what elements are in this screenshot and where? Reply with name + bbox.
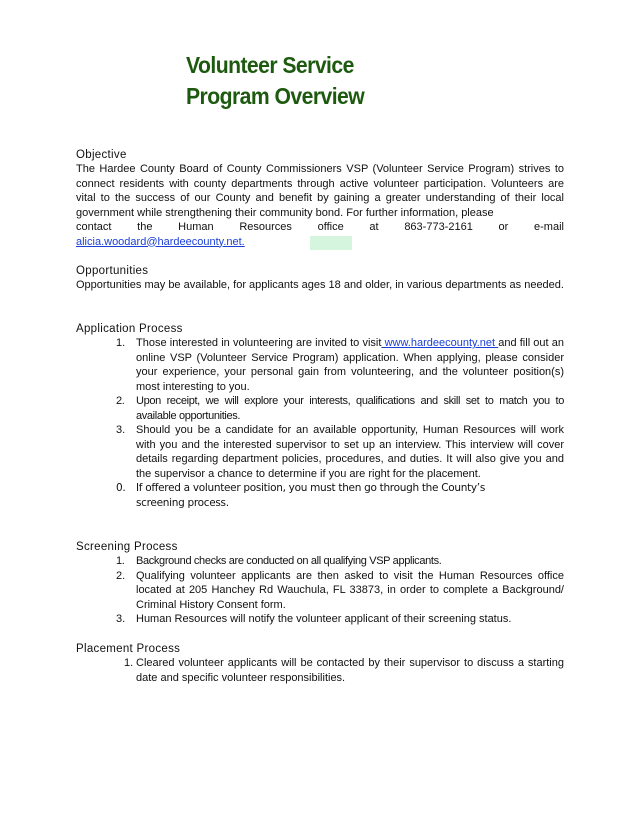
list-number: 3.: [116, 424, 126, 436]
list-text: Background checks are conducted on all qualifying VSP applicants.: [136, 555, 442, 567]
list-item: [76, 481, 564, 510]
list-text: Cleared volunteer applicants will be contacted by their supervisor to discuss a starting date and specific volunteer responsibilities.: [136, 657, 564, 684]
list-item: [76, 569, 564, 613]
opportunities-section: [76, 264, 564, 293]
list-number: 1.: [116, 337, 126, 349]
contact-word: e-mail: [534, 221, 564, 233]
list-number: 2.: [116, 395, 125, 407]
list-number: 2.: [116, 569, 126, 582]
contact-word: contact: [76, 221, 112, 233]
contact-word: or: [498, 221, 509, 233]
highlight-mark: [310, 236, 352, 250]
list-item: [76, 336, 564, 394]
application-section: [76, 322, 564, 510]
list-text: Human Resources will notify the volunteer applicant of their screening status.: [136, 613, 512, 625]
application-list: [76, 336, 564, 510]
list-item: [76, 423, 564, 481]
document-title: [186, 50, 364, 112]
screening-section: [76, 540, 564, 627]
list-number: 3.: [116, 613, 126, 625]
list-item: [76, 656, 564, 685]
contact-word: at: [369, 221, 379, 233]
email-link[interactable]: alicia.woodard@hardeecounty.net.: [76, 235, 245, 248]
application-heading: Application Process: [76, 323, 183, 335]
list-item: [76, 612, 564, 627]
screening-heading: Screening Process: [76, 541, 178, 553]
list-number: 1.: [116, 555, 125, 567]
contact-phone: 863-773-2161: [404, 221, 473, 233]
objective-heading: Objective: [76, 149, 127, 161]
placement-section: [76, 642, 564, 685]
contact-line: [76, 220, 564, 235]
placement-list: [76, 656, 564, 685]
website-link[interactable]: www.hardeecounty.net: [381, 337, 499, 349]
list-text: and fill out an online VSP (Volunteer Service Program) application. When applying, please consider your experience, your personal gain from volunteering, and the volunteer position(s) most interesting to you.: [136, 337, 565, 393]
contact-word: Resources: [239, 221, 292, 233]
contact-word: Human: [178, 221, 214, 233]
opportunities-heading: Opportunities: [76, 265, 149, 277]
contact-word: the: [137, 221, 153, 233]
list-text: Those interested in volunteering are invited to visit: [136, 337, 382, 349]
list-text: Upon receipt, we will explore your interests, qualifications and skill set to match you to available opportunities.: [136, 395, 564, 422]
contact-word: office: [317, 221, 344, 233]
objective-section: [76, 148, 564, 249]
title-line-2: Program Overview: [186, 83, 365, 109]
title-line-1: Volunteer Service: [186, 52, 354, 78]
list-text: Qualifying volunteer applicants are then asked to visit the Human Resources office located at 205 Hanchey Rd Wauchula, FL 33873, in order to complete a Background/ Criminal History Consent form.: [136, 569, 564, 611]
list-text: If offered a volunteer position, you must then go through the County’s screening process.: [136, 482, 486, 509]
list-number: 0.: [116, 482, 126, 494]
email-line: [76, 235, 564, 250]
list-item: [76, 554, 564, 569]
list-text: Should you be a candidate for an available opportunity, Human Resources will work with you and the interested supervisor to set up an interview. This interview will cover details regarding department policies, procedures, and duties. It will also give you and the supervisor a chance to determine if you are right for the placement.: [136, 424, 564, 480]
opportunities-body: Opportunities may be available, for applicants ages 18 and older, in various departments as needed.: [76, 279, 564, 291]
list-number: 1.: [124, 657, 134, 669]
list-item: [76, 394, 564, 423]
objective-body: The Hardee County Board of County Commissioners VSP (Volunteer Service Program) strives to connect residents with county departments through active volunteer participation. Volunteers are vital to the success of our County and benefit by gaining a greater understanding of their local government while strengthening their community bond. For further information, please: [76, 163, 564, 219]
screening-list: [76, 554, 564, 627]
placement-heading: Placement Process: [76, 643, 181, 655]
